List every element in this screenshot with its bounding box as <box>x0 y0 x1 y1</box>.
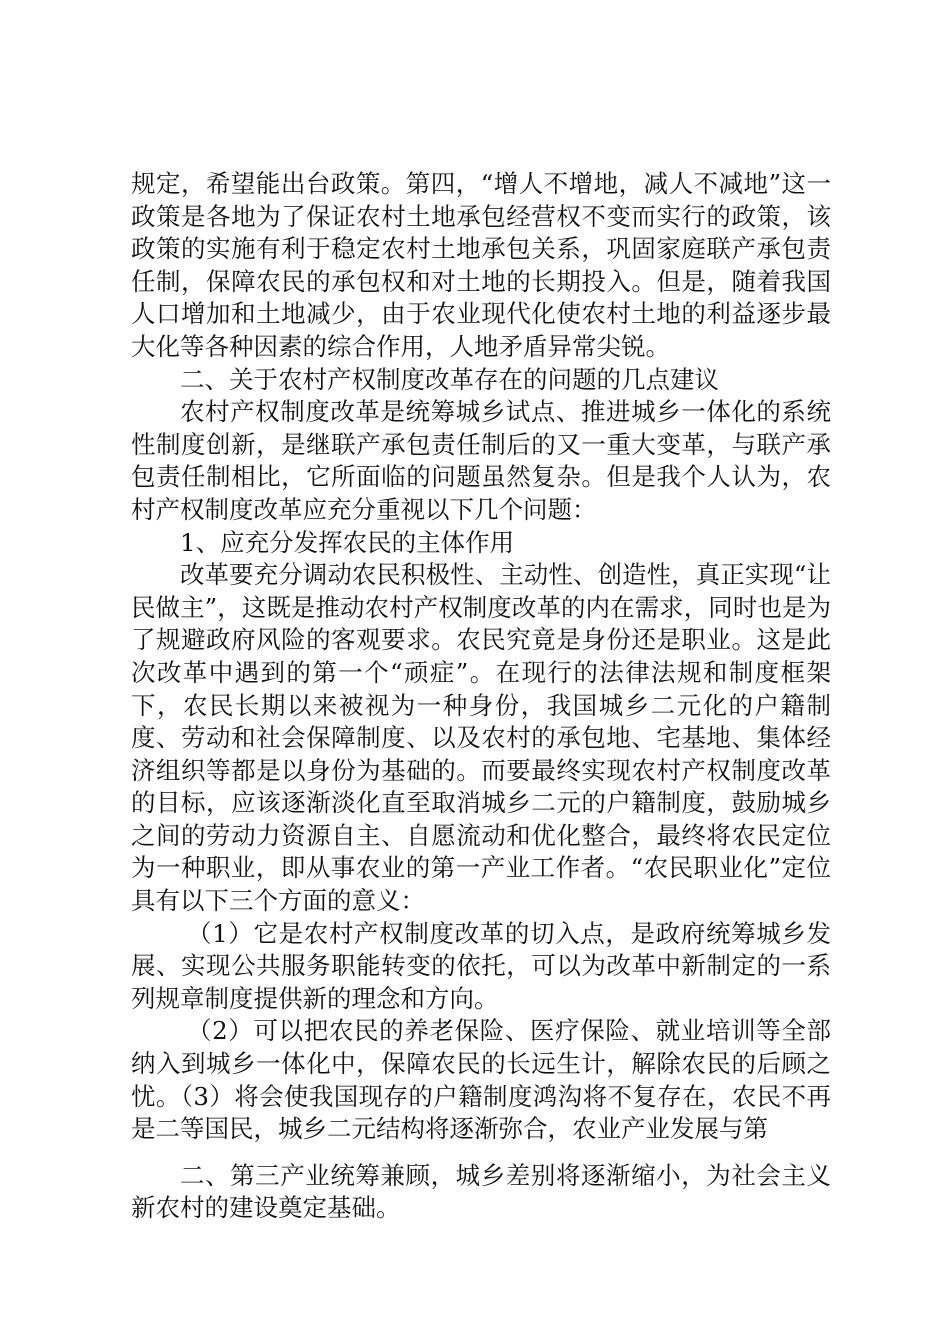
paragraph-conclusion: 二、第三产业统筹兼顾，城乡差别将逐渐缩小，为社会主义新农村的建设奠定基础。 <box>131 1160 831 1223</box>
paragraph-land-policy: 规定，希望能出台政策。第四，“增人不增地，减人不减地”这一政策是各地为了保证农村土地承包经营权不变而实行的政策，该政策的实施有利于稳定农村土地承包关系，巩固家庭联产承包责任制，保障农民的承包权和对土地的长期投入。但是，随着我国人口增加和土地减少，由于农业现代化使农村土地的利益逐步最大化等各种因素的综合作用，人地矛盾异常尖锐。 <box>131 169 831 361</box>
paragraph-point-1: （1）它是农村产权制度改革的切入点，是政府统筹城乡发展、实现公共服务职能转变的依托，可以为改革中新制定的一系列规章制度提供新的理念和方向。 <box>131 918 831 1013</box>
paragraph-farmer-identity: 改革要充分调动农民积极性、主动性、创造性，真正实现“让民做主”，这既是推动农村产权制度改革的内在需求，同时也是为了规避政府风险的客观要求。农民究竟是身份还是职业。这是此次改革中遇到的第一个“顽症”。在现行的法律法规和制度框架下，农民长期以来被视为一种身份，我国城乡二元化的户籍制度、劳动和社会保障制度、以及农村的承包地、宅基地、集体经济组织等都是以身份为基础的。而要最终实现农村产权制度改革的目标，应该逐渐淡化直至取消城乡二元的户籍制度，鼓励城乡之间的劳动力资源自主、自愿流动和优化整合，最终将农民定位为一种职业，即从事农业的第一产业工作者。“农民职业化”定位具有以下三个方面的意义： <box>131 560 831 916</box>
paragraph-point-2-3: （2）可以把农民的养老保险、医疗保险、就业培训等全部纳入到城乡一体化中，保障农民的长远生计，解除农民的后顾之忧。（3）将会使我国现存的户籍制度鸿沟将不复存在，农民不再是二等国民，城乡二元结构将逐渐弥合，农业产业发展与第 <box>131 1016 831 1144</box>
paragraph-reform-intro: 农村产权制度改革是统筹城乡试点、推进城乡一体化的系统性制度创新，是继联产承包责任制后的又一重大变革，与联产承包责任制相比，它所面临的问题虽然复杂。但是我个人认为，农村产权制度改革应充分重视以下几个问题： <box>131 397 831 524</box>
document-body <box>131 168 831 1225</box>
subheading-farmer-role: 1、应充分发挥农民的主体作用 <box>180 527 515 557</box>
section-heading-suggestions: 二、关于农村产权制度改革存在的问题的几点建议 <box>180 364 719 394</box>
